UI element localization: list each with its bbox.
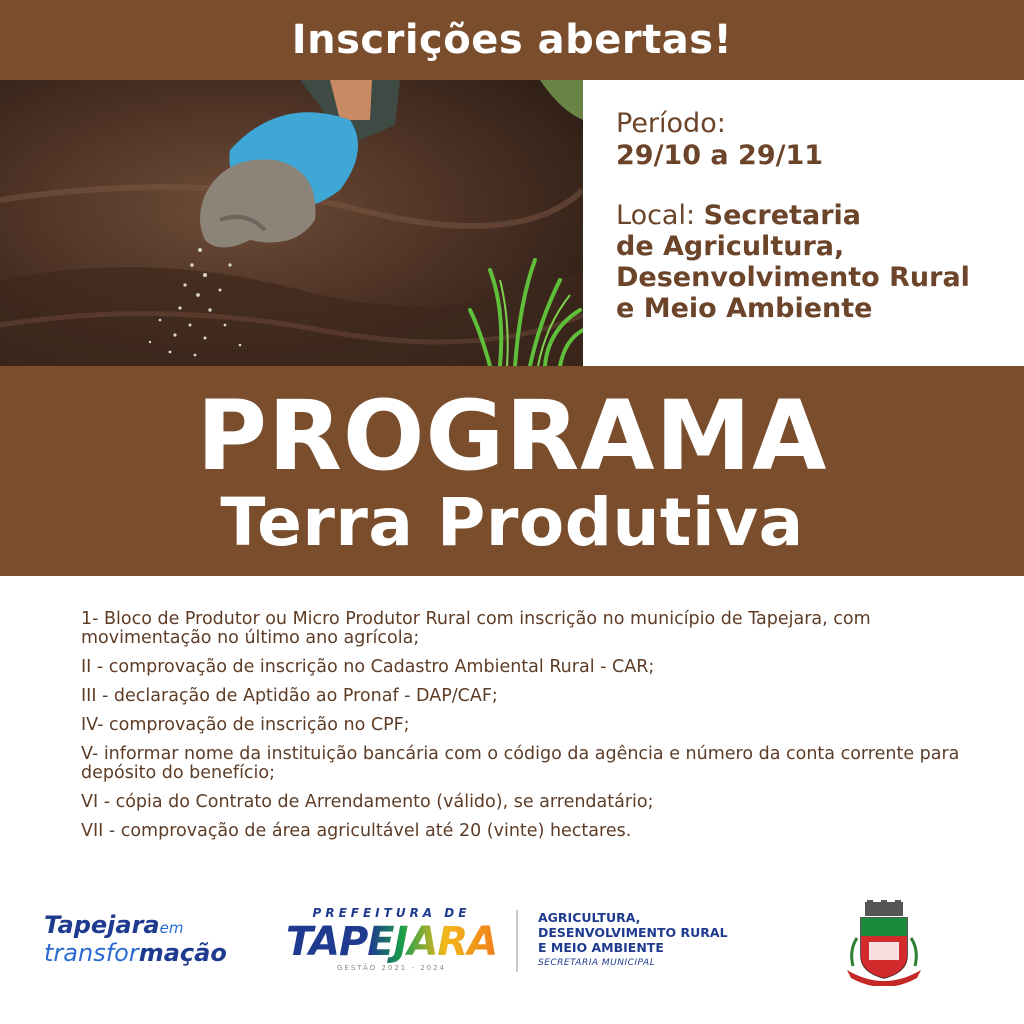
logo-word-tapejara: Tapejara bbox=[44, 911, 160, 939]
prefeitura-label: PREFEITURA DE bbox=[312, 906, 471, 920]
requirement-item: IV- comprovação de inscrição no CPF; bbox=[81, 715, 410, 735]
secretaria-line-3: E MEIO AMBIENTE bbox=[538, 940, 664, 955]
requirement-item: VII - comprovação de área agricultável até 20 (vinte) hectares. bbox=[81, 821, 632, 841]
banner-title: Inscrições abertas! bbox=[291, 17, 733, 63]
secretaria-line-1: AGRICULTURA, bbox=[538, 910, 641, 925]
program-title: PROGRAMA bbox=[196, 380, 828, 492]
top-banner bbox=[0, 0, 1024, 80]
local-label: Local: bbox=[616, 200, 696, 231]
coat-of-arms-icon bbox=[847, 900, 921, 986]
event-info bbox=[616, 108, 1016, 324]
local-value-3: Desenvolvimento Rural bbox=[616, 262, 970, 293]
farming-photo bbox=[0, 80, 583, 366]
footer-logos bbox=[0, 890, 1024, 990]
local-value-1: Secretaria bbox=[703, 200, 861, 231]
soil-hand-illustration bbox=[0, 80, 583, 366]
gestao-label: GESTÃO 2021 - 2024 bbox=[336, 964, 447, 972]
requirement-item: II - comprovação de inscrição no Cadastro Ambiental Rural - CAR; bbox=[81, 657, 655, 677]
requirement-item: 1- Bloco de Produtor ou Micro Produtor Rural com inscrição no município de Tapejara, com movimentação no último ano agrícola; bbox=[81, 609, 871, 648]
periodo-label: Período: bbox=[616, 108, 726, 139]
tapejara-em-transformacao-logo bbox=[44, 912, 234, 965]
local-block bbox=[616, 200, 1016, 324]
local-value-2: de Agricultura, bbox=[616, 231, 845, 262]
secretaria-logo bbox=[538, 910, 778, 968]
periodo-value: 29/10 a 29/11 bbox=[616, 140, 824, 171]
logo-word-em: em bbox=[159, 919, 184, 937]
logo-divider bbox=[516, 910, 518, 972]
prefeitura-tapejara-logo bbox=[284, 906, 499, 972]
requirement-item: V- informar nome da instituição bancária com o código da agência e número da conta corrente para depósito do benefício; bbox=[81, 744, 960, 783]
requirement-item: III - declaração de Aptidão ao Pronaf - DAP/CAF; bbox=[81, 686, 498, 706]
requirements-list bbox=[81, 610, 961, 851]
program-band bbox=[0, 366, 1024, 576]
prefeitura-name: TAPEJARA bbox=[285, 919, 498, 965]
logo-word-macao: mação bbox=[138, 939, 227, 967]
program-subtitle: Terra Produtiva bbox=[220, 484, 804, 561]
requirement-item: VI - cópia do Contrato de Arrendamento (válido), se arrendatário; bbox=[81, 792, 654, 812]
secretaria-sub: SECRETARIA MUNICIPAL bbox=[538, 958, 656, 968]
secretaria-line-2: DESENVOLVIMENTO RURAL bbox=[538, 925, 728, 940]
logo-word-transfor: transfor bbox=[44, 939, 139, 967]
local-value-4: e Meio Ambiente bbox=[616, 293, 873, 324]
